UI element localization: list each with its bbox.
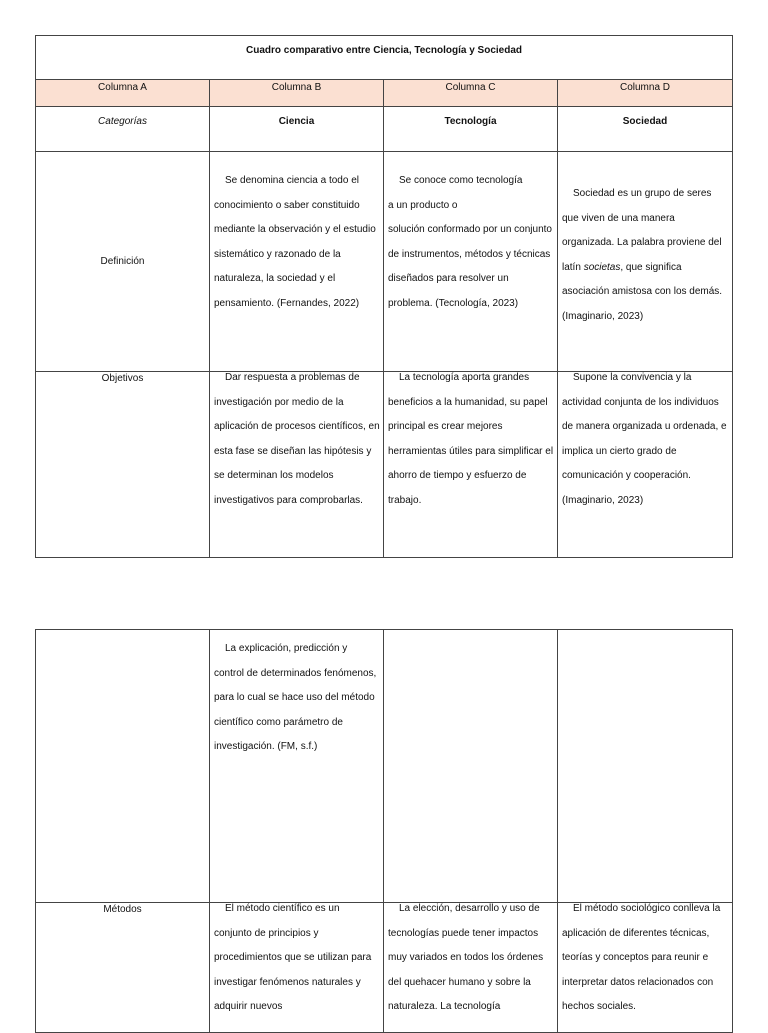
column-d-header: Columna D: [558, 80, 733, 107]
table-title-cell: [36, 36, 733, 80]
objetivos-ciencia-continued: La explicación, predicción y control de determinados fenómenos, para lo cual se hace uso del método científico como parámetro de investigación. (FM, s.f.): [210, 630, 384, 903]
empty-label-cell: [36, 630, 210, 903]
comparison-table: [35, 35, 733, 558]
definicion-sociedad: Sociedad es un grupo de seres que viven de una manera organizada. La palabra proviene del latín societas, que significa asociación amistosa con los demás. (Imaginario, 2023): [558, 152, 733, 372]
category-row: [36, 107, 733, 152]
column-header-row: [36, 80, 733, 107]
objetivos-tecnologia: La tecnología aporta grandes beneficios a la humanidad, su papel principal es crear mejores herramientas útiles para simplificar el ahorro de tiempo y esfuerzo de trabajo.: [384, 372, 558, 558]
empty-tecnologia-cell: [384, 630, 558, 903]
sociedad-heading: Sociedad: [558, 107, 733, 152]
column-a-header: Columna A: [36, 80, 210, 107]
objetivos-sociedad: Supone la convivencia y la actividad conjunta de los individuos de manera organizada u ordenada, e implica un cierto grado de comunicación y cooperación. (Imaginario, 2023): [558, 372, 733, 558]
comparison-table-continued: [35, 629, 733, 1033]
empty-sociedad-cell: [558, 630, 733, 903]
definicion-ciencia: Se denomina ciencia a todo el conocimiento o saber constituido mediante la observación y el estudio sistemático y razonado de la naturaleza, la sociedad y el pensamiento. (Fernandes, 2022): [210, 152, 384, 372]
definicion-label: Definición: [36, 152, 210, 372]
metodos-sociedad: El método sociológico conlleva la aplicación de diferentes técnicas, teorías y conceptos para reunir e interpretar datos relacionados con hechos sociales.: [558, 903, 733, 1033]
objetivos-label: Objetivos: [36, 372, 210, 558]
table-title: Cuadro comparativo entre Ciencia, Tecnología y Sociedad: [246, 45, 522, 56]
column-c-header: Columna C: [384, 80, 558, 107]
metodos-row: [36, 903, 733, 1033]
objetivos-row: [36, 372, 733, 558]
metodos-tecnologia: La elección, desarrollo y uso de tecnologías puede tener impactos muy variados en todos los órdenes del quehacer humano y sobre la naturaleza. La tecnología: [384, 903, 558, 1033]
column-b-header: Columna B: [210, 80, 384, 107]
metodos-ciencia: El método científico es un conjunto de principios y procedimientos que se utilizan para investigar fenómenos naturales y adquirir nuevos: [210, 903, 384, 1033]
tecnologia-heading: Tecnología: [384, 107, 558, 152]
objetivos-ciencia: Dar respuesta a problemas de investigación por medio de la aplicación de procesos científicos, en esta fase se diseñan las hipótesis y se determinan los modelos investigativos para comprobarlas.: [210, 372, 384, 558]
definicion-tecnologia: Se conoce como tecnología a un producto o solución conformado por un conjunto de instrumentos, métodos y técnicas diseñados para resolver un problema. (Tecnología, 2023): [384, 152, 558, 372]
societas-term: societas: [583, 261, 621, 273]
ciencia-heading: Ciencia: [210, 107, 384, 152]
metodos-label: Métodos: [36, 903, 210, 1033]
categories-label: Categorías: [36, 107, 210, 152]
definicion-row: [36, 152, 733, 372]
objetivos-continued-row: [36, 630, 733, 903]
